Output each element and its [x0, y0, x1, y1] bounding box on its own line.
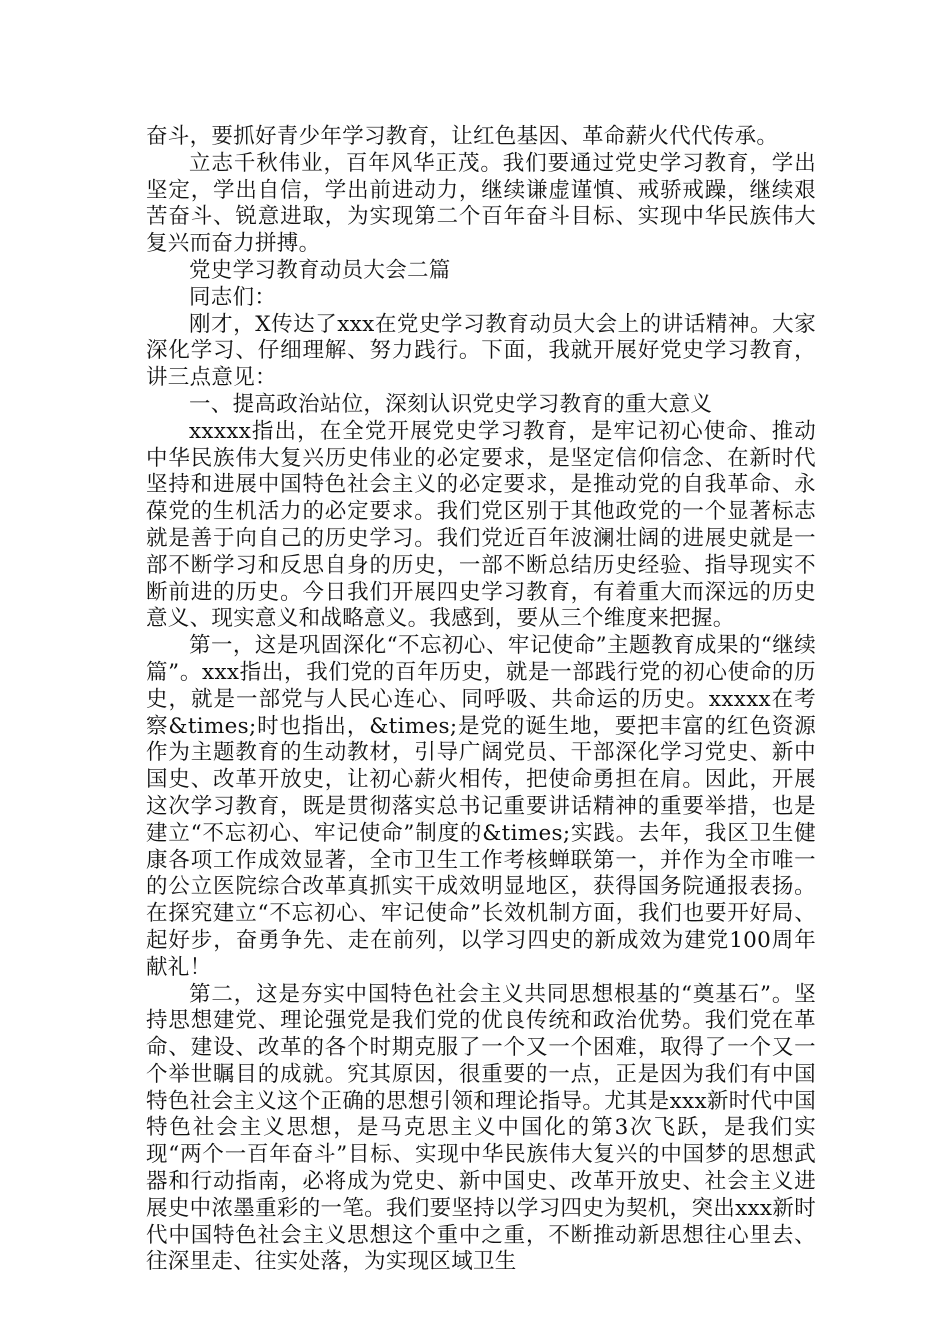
- paragraph: 立志千秋伟业，百年风华正茂。我们要通过党史学习教育，学出坚定，学出自信，学出前进动力，继续谦虚谨慎、戒骄戒躁，继续艰苦奋斗、锐意进取，为实现第二个百年奋斗目标、实现中华民族伟大复兴而奋力拼搏。: [146, 150, 816, 257]
- paragraph: xxxxx指出，在全党开展党史学习教育，是牢记初心使命、推动中华民族伟大复兴历史伟业的必定要求，是坚定信仰信念、在新时代坚持和进展中国特色社会主义的必定要求，是推动党的自我革命、永葆党的生机活力的必定要求。我们党区别于其他政党的一个显著标志就是善于向自己的历史学习。我们党近百年波澜壮阔的进展史就是一部不断学习和反思自身的历史，一部不断总结历史经验、指导现实不断前进的历史。今日我们开展四史学习教育，有着重大而深远的历史意义、现实意义和战略意义。我感到，要从三个维度来把握。: [146, 418, 816, 632]
- paragraph: 奋斗，要抓好青少年学习教育，让红色基因、革命薪火代代传承。: [146, 124, 779, 149]
- salutation: 同志们：: [189, 284, 277, 310]
- paragraph: 第一，这是巩固深化“不忘初心、牢记使命”主题教育成果的“继续篇”。xxx指出，我们党的百年历史，就是一部践行党的初心使命的历史，就是一部党与人民心连心、同呼吸、共命运的历史。xxxxx在考察&times;时也指出，&times;是党的诞生地，要把丰富的红色资源作为主题教育的生动教材，引导广阔党员、干部深化学习党史、新中国史、改革开放史，让初心薪火相传，把使命勇担在肩。因此，开展这次学习教育，既是贯彻落实总书记重要讲话精神的重要举措，也是建立“不忘初心、牢记使命”制度的&times;实践。去年，我区卫生健康各项工作成效显著，全市卫生工作考核蝉联第一，并作为全市唯一的公立医院综合改革真抓实干成效明显地区，获得国务院通报表扬。在探究建立“不忘初心、牢记使命”长效机制方面，我们也要开好局、起好步，奋勇争先、走在前列，以学习四史的新成效为建党100周年献礼！: [146, 633, 816, 980]
- section-heading: 一、提高政治站位，深刻认识党史学习教育的重大意义: [189, 391, 713, 417]
- document-body: [146, 124, 816, 1276]
- paragraph: 刚才，X传达了xxx在党史学习教育动员大会上的讲话精神。大家深化学习、仔细理解、努力践行。下面，我就开展好党史学习教育，讲三点意见：: [146, 311, 816, 391]
- paragraph: 第二，这是夯实中国特色社会主义共同思想根基的“奠基石”。坚持思想建党、理论强党是我们党的优良传统和政治优势。我们党在革命、建设、改革的各个时期克服了一个又一个困难，取得了一个又一个举世瞩目的成就。究其原因，很重要的一点，正是因为我们有中国特色社会主义这个正确的思想引领和理论指导。尤其是xxx新时代中国特色社会主义思想，是马克思主义中国化的第3次飞跃，是我们实现“两个一百年奋斗”目标、实现中华民族伟大复兴的中国梦的思想武器和行动指南，必将成为党史、新中国史、改革开放史、社会主义进展史中浓墨重彩的一笔。我们要坚持以学习四史为契机，突出xxx新时代中国特色社会主义思想这个重中之重，不断推动新思想往心里去、往深里走、往实处落，为实现区域卫生: [146, 981, 816, 1275]
- section-title: 党史学习教育动员大会二篇: [189, 257, 451, 283]
